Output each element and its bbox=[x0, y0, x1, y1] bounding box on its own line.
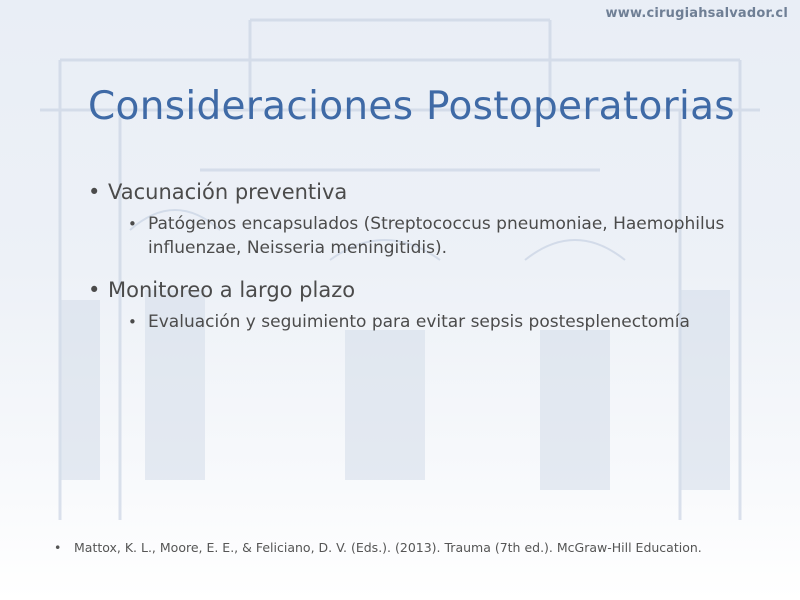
reference-citation: • Mattox, K. L., Moore, E. E., & Feliciano, D. V. (Eds.). (2013). Trauma (7th ed.). McGraw-Hill Education. bbox=[54, 540, 702, 555]
bullet-list bbox=[86, 174, 766, 334]
site-url-watermark: www.cirugiahsalvador.cl bbox=[605, 6, 788, 21]
bullet-vacunacion: • Vacunación preventiva bbox=[86, 178, 766, 206]
bullet-monitoreo: • Monitoreo a largo plazo bbox=[86, 276, 766, 304]
slide-title: Consideraciones Postoperatorias bbox=[88, 84, 735, 130]
sub-bullet-patogenos: • Patógenos encapsulados (Streptococcus pneumoniae, Haemophilus influenzae, Neisseria meningitidis). bbox=[86, 212, 766, 260]
sub-bullet-evaluacion: • Evaluación y seguimiento para evitar sepsis postesplenectomía bbox=[86, 310, 766, 334]
